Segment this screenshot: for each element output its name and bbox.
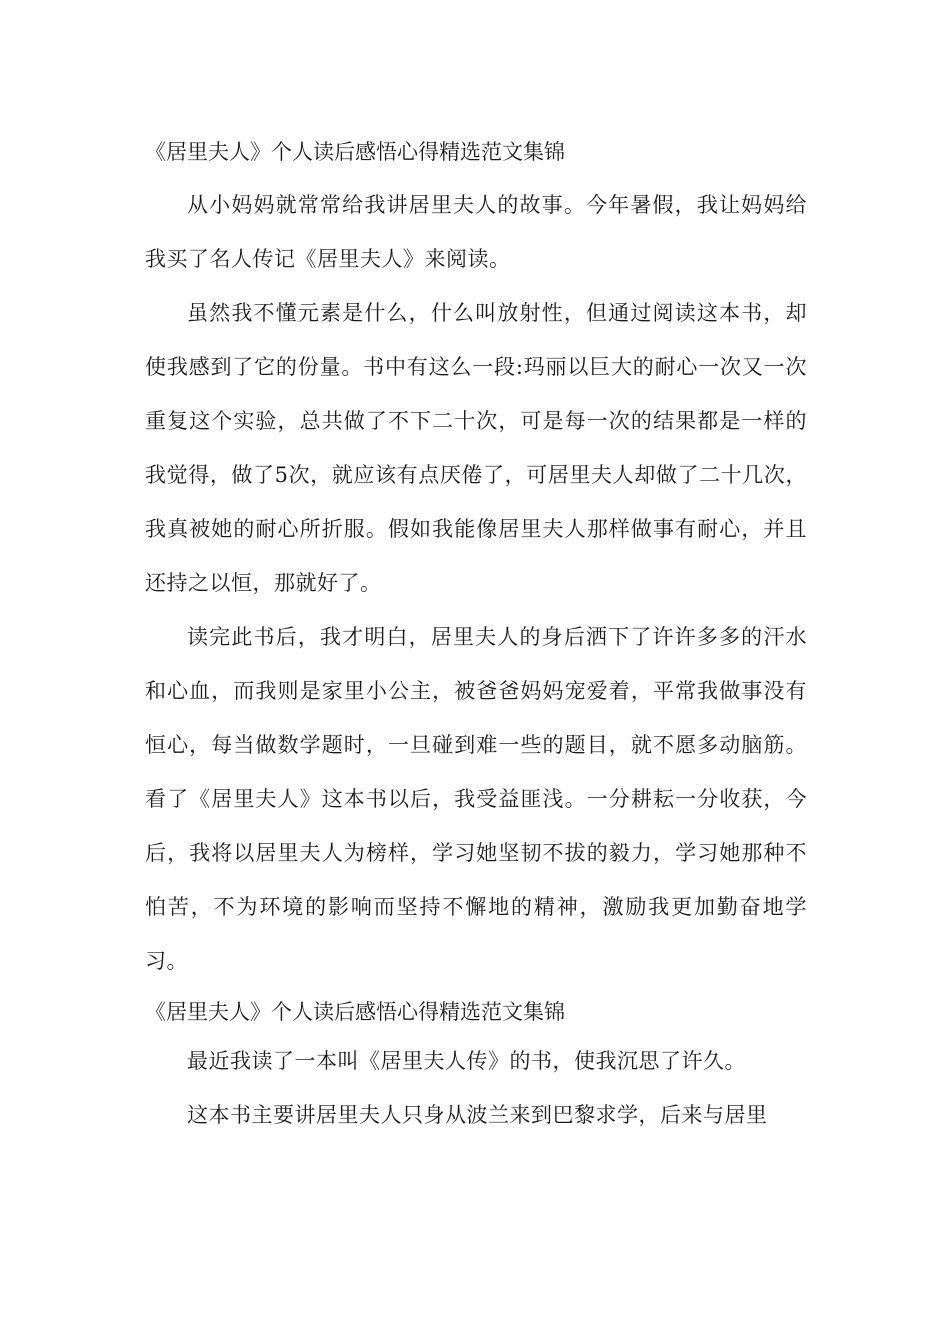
paragraph-1: 从小妈妈就常常给我讲居里夫人的故事。今年暑假，我让妈妈给我买了名人传记《居里夫人》来阅读。 [145, 193, 807, 271]
paragraph-4: 最近我读了一本叫《居里夫人传》的书，使我沉思了许久。 [187, 1049, 746, 1073]
article-title-2: 《居里夫人》个人读后感悟心得精选范文集锦 [145, 1000, 565, 1024]
paragraph-3: 读完此书后，我才明白，居里夫人的身后洒下了许许多多的汗水和心血，而我则是家里小公主，被爸爸妈妈宠爱着，平常我做事没有恒心，每当做数学题时，一旦碰到难一些的题目，就不愿多动脑筋。看了《居里夫人》这本书以后，我受益匪浅。一分耕耘一分收获，今后，我将以居里夫人为榜样，学习她坚韧不拔的毅力，学习她那种不怕苦，不为环境的影响而坚持不懈地的精神，激励我更加勤奋地学习。 [145, 625, 807, 973]
document-body [145, 132, 807, 1142]
paragraph-2: 虽然我不懂元素是什么，什么叫放射性，但通过阅读这本书，却使我感到了它的份量。书中有这么一段:玛丽以巨大的耐心一次又一次重复这个实验，总共做了不下二十次，可是每一次的结果都是一样的我觉得，做了5次，就应该有点厌倦了，可居里夫人却做了二十几次，我真被她的耐心所折服。假如我能像居里夫人那样做事有耐心，并且还持之以恒，那就好了。 [145, 301, 807, 595]
paragraph-5: 这本书主要讲居里夫人只身从波兰来到巴黎求学，后来与居里 [187, 1103, 768, 1127]
article-title-1: 《居里夫人》个人读后感悟心得精选范文集锦 [145, 140, 565, 164]
